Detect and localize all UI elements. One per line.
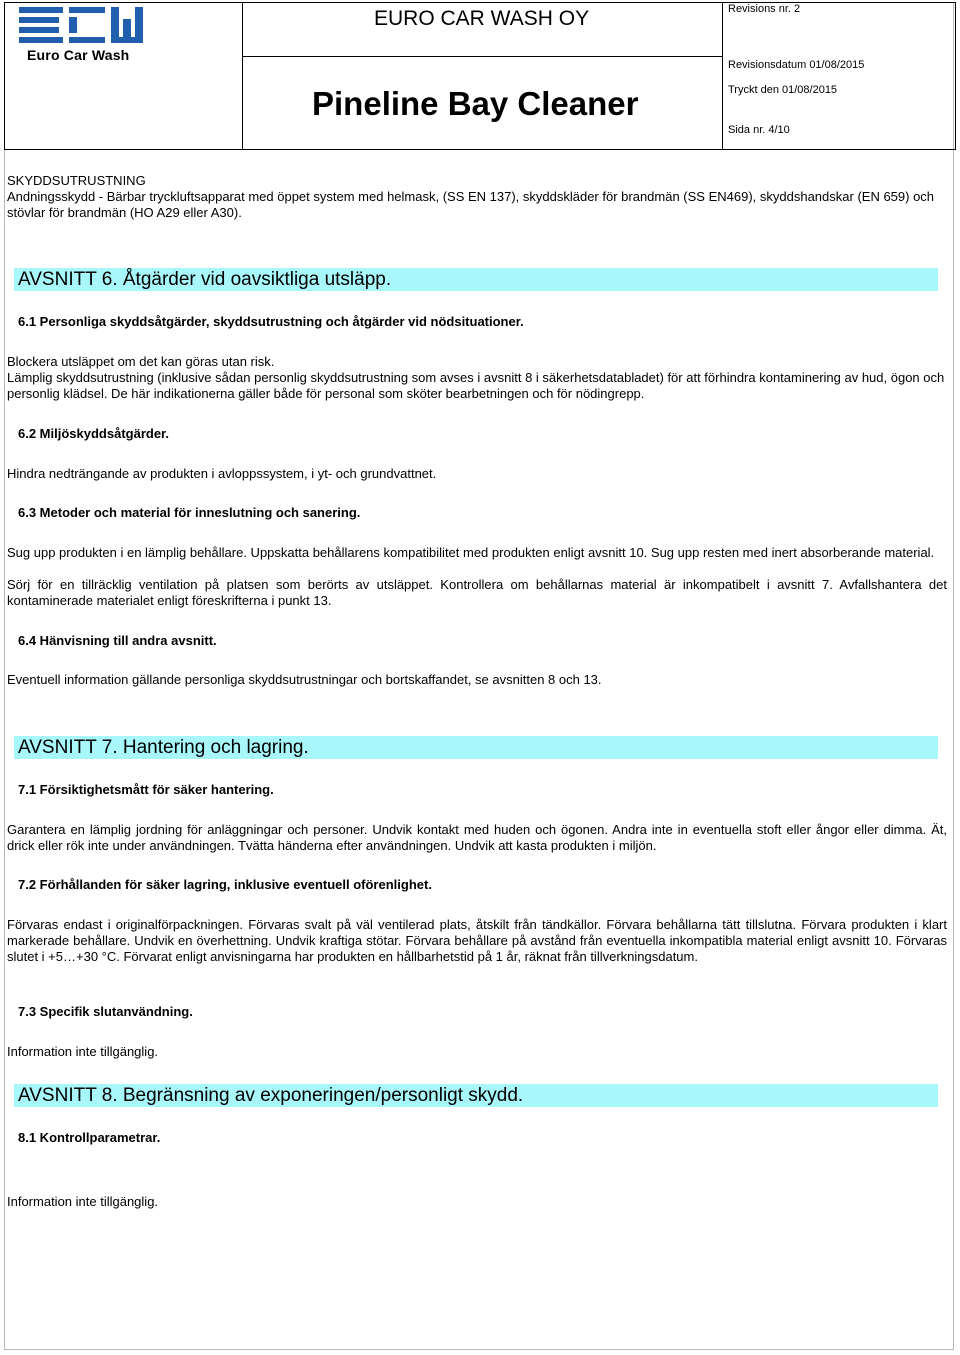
paragraph-6-4: Eventuell information gällande personliga skyddsutrustningar och bortskaffandet, se avsnitten 8 och 13. [7,672,602,687]
section-6-title: AVSNITT 6. Åtgärder vid oavsiktliga utsläpp. [14,268,938,291]
ppe-heading: SKYDDSUTRUSTNING [7,173,146,188]
paragraph-7-2: Förvaras endast i originalförpackningen. Förvaras svalt på väl ventilerad plats, åtskilt från tändkällor. Förvara behållarna tätt tillslutna. Förvara produkten i klart markerade behållare. Undvik en överhettning. Undvik kraftiga stötar. Förvara behållare på avstånd från eventuella inkompatibla material enligt avsnitt 10. Förvaras slutet i +5…+30 °C. Förvarat enligt anvisningarna har produkten en hållbarhetstid på 1 år, räknat från tillverkningsdatum. [7,917,947,964]
paragraph-6-3b: Sörj för en tillräcklig ventilation på platsen som berörts av utsläppet. Kontrollera om behållarnas material är inkompatibelt i avsnitt 7. Avfallshantera det kontaminerade materialet enligt föreskrifterna i punkt 13. [7,577,947,608]
paragraph-7-3: Information inte tillgänglig. [7,1044,159,1059]
product-name: Pineline Bay Cleaner [312,85,639,122]
print-date: Tryckt den 01/08/2015 [728,84,838,96]
paragraph-6-2: Hindra nedträngande av produkten i avloppssystem, i yt- och grundvattnet. [7,466,437,481]
paragraph-8-1: Information inte tillgänglig. [7,1194,159,1209]
subsection-7-1: 7.1 Försiktighetsmått för säker hantering. [18,782,274,797]
paragraph-6-1a: Blockera utsläppet om det kan göras utan risk. [7,354,275,369]
revision-number: Revisions nr. 2 [728,3,801,15]
subsection-7-2: 7.2 Förhållanden för säker lagring, inklusive eventuell oförenlighet. [18,877,432,892]
paragraph-6-1b: Lämplig skyddsutrustning (inklusive sådan personlig skyddsutrustning som avses i avsnitt 8 i säkerhetsdatabladet) för att förhindra kontaminering av hud, ögon och personlig klädsel. De här indikationerna gäller både för personal som sköter bearbetningen och för nödingrepp. [7,370,945,401]
company-logo [19,5,149,47]
section-8-title: AVSNITT 8. Begränsning av exponeringen/personligt skydd. [14,1084,938,1107]
subsection-7-3: 7.3 Specifik slutanvändning. [18,1004,193,1019]
meta-cell [723,3,955,149]
logo-text: Euro Car Wash [27,47,130,63]
logo-cell [5,3,243,149]
paragraph-7-1: Garantera en lämplig jordning för anläggningar och personer. Undvik kontakt med huden och ögonen. Andra inte in eventuella stoft eller ångor eller dimma. Ät, drick eller rök inte under användningen. Tvätta händerna efter användningen. Undvik att kasta produkten i miljön. [7,822,947,853]
subsection-6-2: 6.2 Miljöskyddsåtgärder. [18,426,170,441]
section-7-title: AVSNITT 7. Hantering och lagring. [14,736,938,759]
subsection-6-4: 6.4 Hänvisning till andra avsnitt. [18,633,217,648]
revision-date: Revisionsdatum 01/08/2015 [728,59,865,71]
subsection-6-1: 6.1 Personliga skyddsåtgärder, skyddsutrustning och åtgärder vid nödsituationer. [18,314,524,329]
company-name: EURO CAR WASH OY [242,5,722,57]
page-number: Sida nr. 4/10 [728,124,790,136]
ppe-text: Andningsskydd - Bärbar tryckluftsapparat med öppet system med helmask, (SS EN 137), skyddskläder för brandmän (SS EN469), skyddshandskar (EN 659) och stövlar för brandmän (HO A29 eller A30). [7,189,935,220]
title-cell [242,3,723,149]
paragraph-6-3a: Sug upp produkten i en lämplig behållare. Uppskatta behållarens kompatibilitet med produkten enligt avsnitt 10. Sug upp resten med inert absorberande material. [7,545,935,560]
document-header [4,2,956,150]
subsection-8-1: 8.1 Kontrollparametrar. [18,1130,161,1145]
subsection-6-3: 6.3 Metoder och material för inneslutning och sanering. [18,505,361,520]
